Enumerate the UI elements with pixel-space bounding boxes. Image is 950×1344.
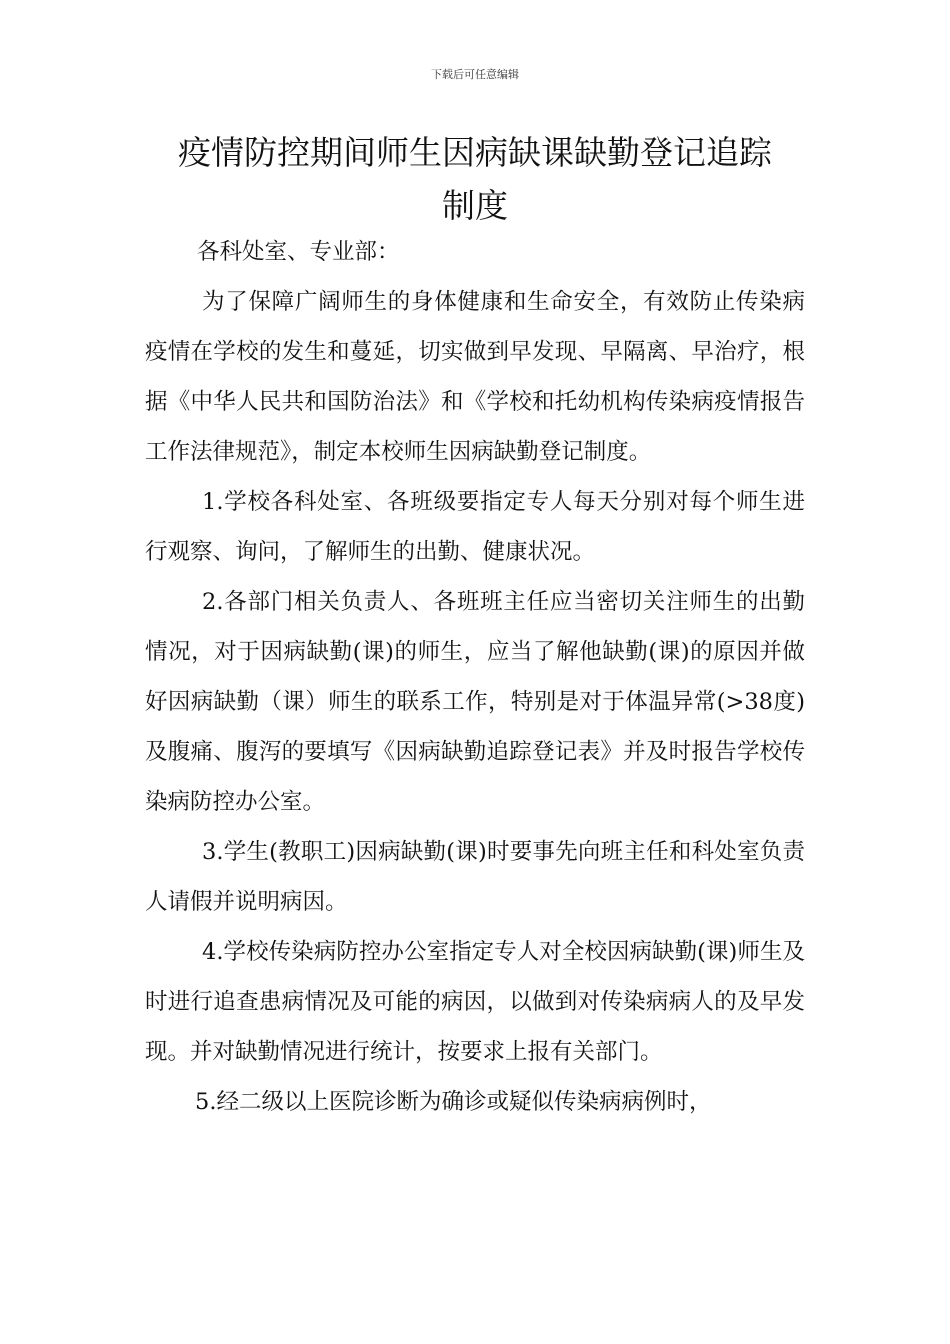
document-body (145, 227, 805, 1127)
document-title-line-1: 疫情防控期间师生因病缺课缺勤登记追踪 (178, 133, 772, 172)
clause-1: 1.学校各科处室、各班级要指定专人每天分别对每个师生进行观察、询问，了解师生的出勤、健康状况。 (145, 489, 805, 565)
salutation: 各科处室、专业部： (197, 239, 400, 265)
clause-5: 5.经二级以上医院诊断为确诊或疑似传染病病例时， (195, 1089, 712, 1115)
clause-3: 3.学生(教职工)因病缺勤(课)时要事先向班主任和科处室负责人请假并说明病因。 (145, 839, 805, 915)
document-title (145, 126, 805, 232)
clause-2: 2.各部门相关负责人、各班班主任应当密切关注师生的出勤情况，对于因病缺勤(课)的师生，应当了解他缺勤(课)的原因并做好因病缺勤（课）师生的联系工作，特别是对于体温异常(>38度)及腹痛、腹泻的要填写《因病缺勤追踪登记表》并及时报告学校传染病防控办公室。 (145, 589, 805, 815)
page-header-note: 下载后可任意编辑 (431, 68, 519, 81)
document-title-line-2: 制度 (442, 186, 508, 225)
intro-paragraph: 为了保障广阔师生的身体健康和生命安全，有效防止传染病疫情在学校的发生和蔓延，切实做到早发现、早隔离、早治疗，根据《中华人民共和国防治法》和《学校和托幼机构传染病疫情报告工作法律规范》，制定本校师生因病缺勤登记制度。 (145, 289, 805, 465)
clause-4: 4.学校传染病防控办公室指定专人对全校因病缺勤(课)师生及时进行追查患病情况及可能的病因，以做到对传染病病人的及早发现。并对缺勤情况进行统计，按要求上报有关部门。 (145, 939, 805, 1065)
